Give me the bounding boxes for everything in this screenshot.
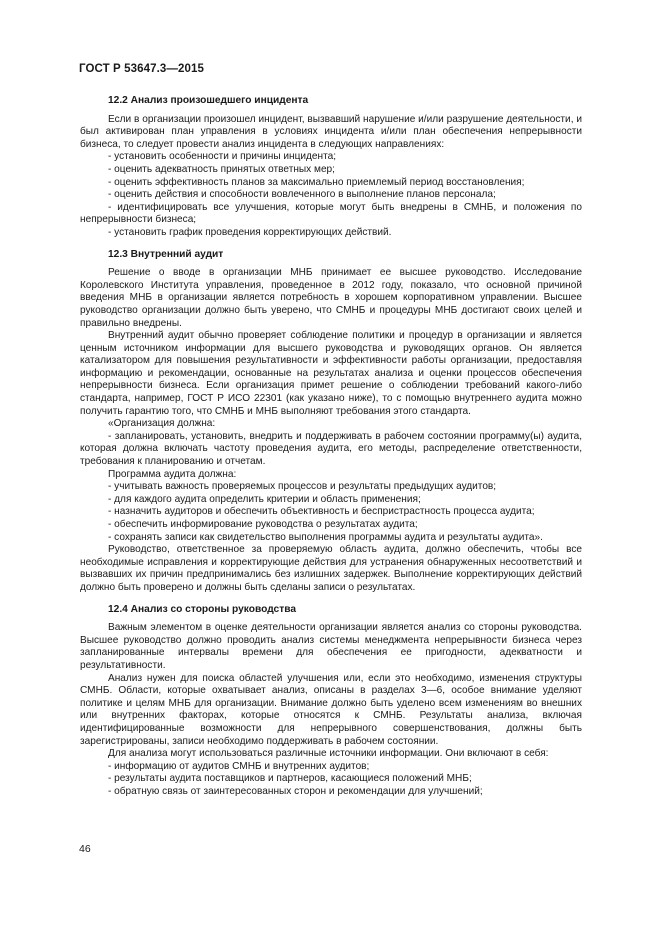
- paragraph: Руководство, ответственное за проверяемую область аудита, должно обеспечить, чтобы все необходимые исправления и корректирующие действия для устранения обнаруженных несоответствий и вызвавших их причин предпринимались без излишних задержек. Выполнение корректирующих действий должно быть проверено и должны быть сделаны записи о результатах.: [80, 544, 582, 593]
- paragraph: «Организация должна:: [108, 418, 216, 430]
- section-heading-12-3: 12.3 Внутренний аудит: [108, 248, 224, 260]
- paragraph: Если в организации произошел инцидент, вызвавший нарушение и/или разрушение деятельности, и был активирован план управления в условиях инцидента и/или план обеспечения непрерывности бизнеса, то следует провести анализ инцидента в следующих направлениях:: [80, 113, 582, 150]
- page-number: 46: [79, 843, 91, 855]
- list-item: - установить особенности и причины инцидента;: [108, 151, 337, 163]
- paragraph: Внутренний аудит обычно проверяет соблюдение политики и процедур в организации и является ценным источником информации для высшего руководства и руководящих органов. Он является катализатором для повышения результативности и эффективности работы организации, предоставляя информацию и рекомендации, основанные на результатах анализа и оценки процессов обеспечения непрерывности бизнеса. Если организация примет решение о соблюдении требований какого-либо стандарта, например, ГОСТ Р ИСО 22301 (как указано ниже), то с помощью внутреннего аудита можно получить гарантию того, что СМНБ и МНБ выполняют требования этого стандарта.: [80, 330, 582, 417]
- paragraph: Важным элементом в оценке деятельности организации является анализ со стороны руководства. Высшее руководство должно проводить анализ системы менеджмента непрерывности бизнеса через запланированные интервалы времени для обеспечения ее пригодности, адекватности и результативности.: [80, 622, 582, 671]
- section-heading-12-2: 12.2 Анализ произошедшего инцидента: [108, 95, 309, 106]
- section-heading-12-4: 12.4 Анализ со стороны руководства: [108, 603, 296, 615]
- list-item: - идентифицировать все улучшения, которые могут быть внедрены в СМНБ, и положения по непрерывности бизнеса;: [80, 201, 582, 226]
- list-item: - сохранять записи как свидетельство выполнения программы аудита и результаты аудита».: [108, 531, 543, 543]
- paragraph: Решение о вводе в организации МНБ принимает ее высшее руководство. Исследование Королевского Института управления, проведенное в 2012 году, показало, что основной причиной введения МНБ в организации является потребность в хорошем корпоративном управлении. Высшее руководство организации должно быть уверено, что СМНБ и процедуры МНБ достигают своих целей и правильно внедрены.: [80, 267, 582, 329]
- document-header: ГОСТ Р 53647.3—2015: [79, 63, 204, 75]
- list-item: - учитывать важность проверяемых процессов и результаты предыдущих аудитов;: [108, 481, 497, 493]
- paragraph: Программа аудита должна:: [108, 468, 237, 480]
- document-body: [80, 95, 582, 798]
- list-item: - информацию от аудитов СМНБ и внутренних аудитов;: [108, 760, 370, 772]
- list-item: - назначить аудиторов и обеспечить объективность и беспристрастность процесса аудита;: [108, 506, 535, 518]
- list-item: - оценить эффективность планов за максимально приемлемый период восстановления;: [108, 176, 525, 188]
- list-item: - обратную связь от заинтересованных сторон и рекомендации для улучшений;: [108, 785, 483, 797]
- list-item: - запланировать, установить, внедрить и поддерживать в рабочем состоянии программу(ы) аудита, которая должна включать частоту проведения аудита, его методы, распределение ответственности, требования к планированию и отчетам.: [80, 430, 582, 468]
- paragraph: Для анализа могут использоваться различные источники информации. Они включают в себя:: [108, 748, 549, 760]
- paragraph: Анализ нужен для поиска областей улучшения или, если это необходимо, изменения структуры СМНБ. Области, которые охватывает анализ, описаны в разделах 3—6, особое внимание уделяют политике и целям МНБ для организации. Внимание должно быть уделено всем изменениям во внешних или внутренних факторах, которые относятся к СМНБ. Результаты анализа, включая идентифицированные возможности для непрерывного совершенствования, должны быть зарегистрированы, записи необходимо поддерживать в рабочем состоянии.: [80, 672, 582, 747]
- list-item: - обеспечить информирование руководства о результатах аудита;: [108, 519, 418, 530]
- list-item: - результаты аудита поставщиков и партнеров, касающиеся положений МНБ;: [108, 773, 472, 785]
- list-item: - оценить адекватность принятых ответных мер;: [108, 163, 335, 175]
- list-item: - оценить действия и способности вовлеченного в выполнение планов персонала;: [108, 189, 496, 201]
- list-item: - установить график проведения корректирующих действий.: [108, 226, 392, 238]
- list-item: - для каждого аудита определить критерии и область применения;: [108, 493, 421, 505]
